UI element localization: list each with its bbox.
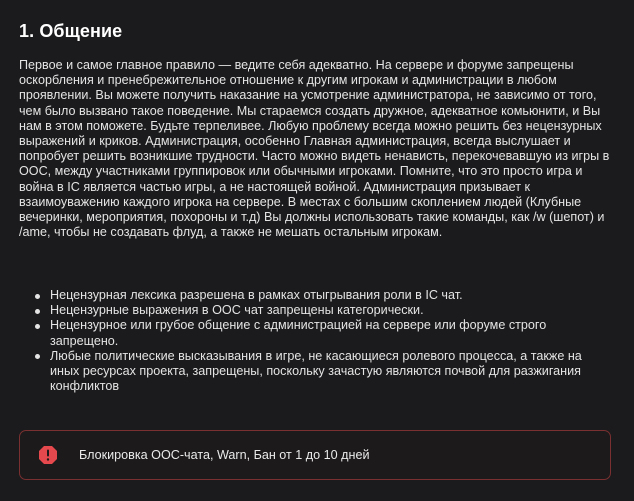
rules-list: [19, 288, 613, 394]
list-item: Нецензурное или грубое общение с администрацией на сервере или форуме строго запрещено.: [50, 318, 613, 348]
alert-text: Блокировка ООС-чата, Warn, Бан от 1 до 10 дней: [79, 448, 370, 462]
rules-paragraph: Первое и самое главное правило — ведите себя адекватно. На сервере и форуме запрещены оскорбления и пренебрежительное отношение к другим игрокам и администрации в любом проявлении. Вы можете получить наказание на усмотрение администратора, не зависимо от того, чем было вызвано такое поведение. Мы стараемся создать дружное, адекватное комьюнити, и Вы нам в этом поможете. Будьте терпеливее. Любую проблему всегда можно решить без нецензурных выражений и криков. Администрация, особенно Главная администрация, всегда выслушает и попробует решить возникшие трудности. Часто можно видеть ненависть, перекочевавшую из игры в ООС, между участниками группировок или обычными игроками. Помните, что это просто игра и война в IC является частью игры, а не настоящей войной. Администрация призывает к взаимоуважению каждого игрока на сервере. В местах с большим скоплением людей (Клубные вечеринки, мероприятия, похороны и т.д) Вы должны использовать такие команды, как /w (шепот) и /ame, чтобы не создавать флуд, а также не мешать остальным игрокам.: [19, 58, 610, 240]
section-title: 1. Общение: [19, 21, 123, 41]
list-item: Любые политические высказывания в игре, не касающиеся ролевого процесса, а также на иных ресурсах проекта, запрещены, поскольку зачастую являются почвой для разжигания конфликтов: [50, 349, 613, 395]
list-item: Нецензурная лексика разрешена в рамках отыгрывания роли в IC чат.: [50, 288, 613, 303]
list-item: Нецензурные выражения в ООС чат запрещены категорически.: [50, 303, 613, 318]
punishment-alert: [19, 430, 611, 480]
warning-octagon-icon: [38, 445, 58, 465]
